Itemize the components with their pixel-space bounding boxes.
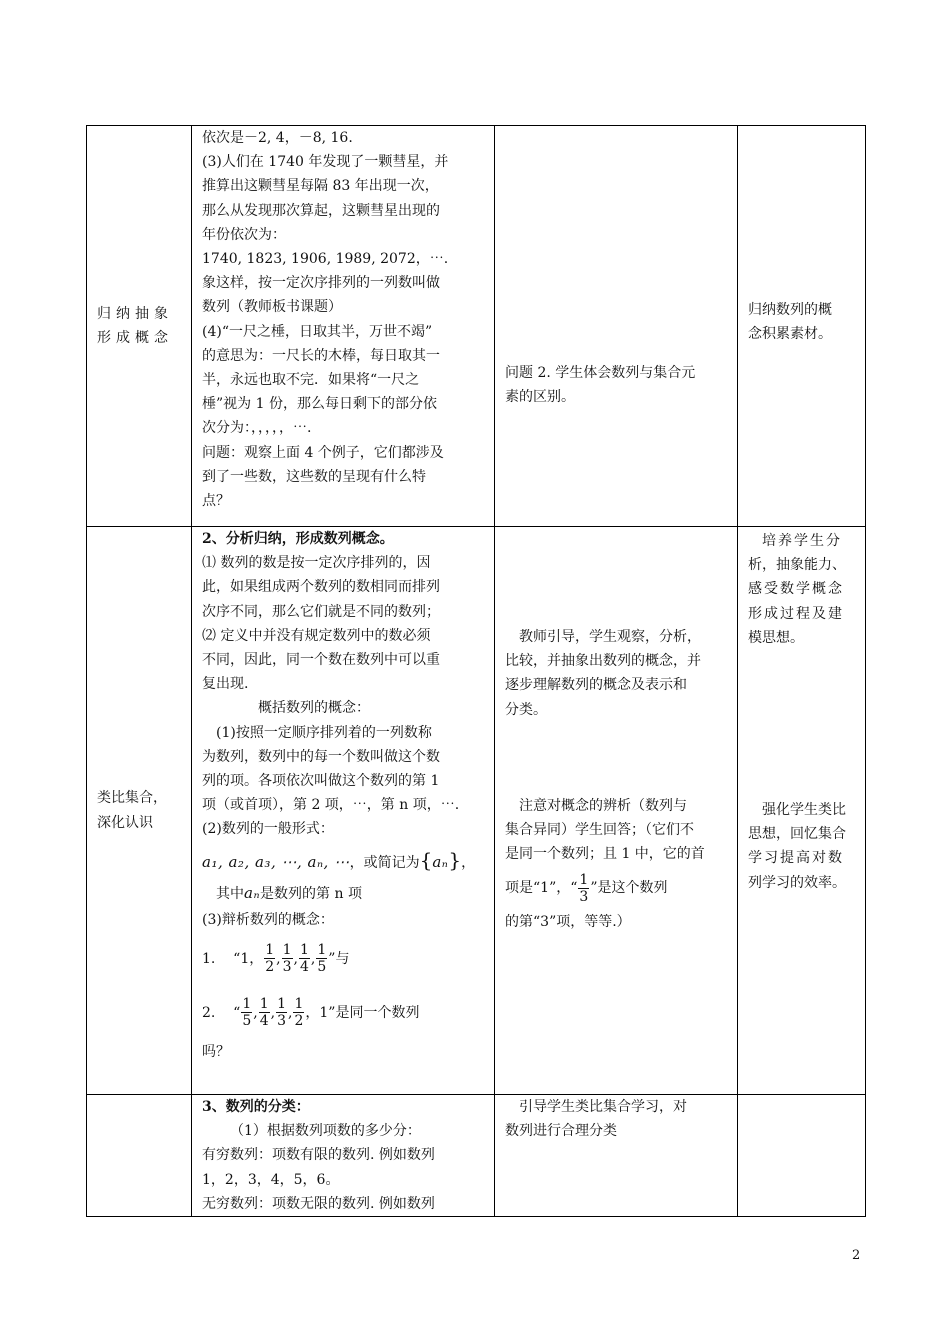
text-fragment: 其中 xyxy=(216,885,244,902)
numerator: 1 xyxy=(294,996,304,1013)
numerator: 1 xyxy=(579,871,589,888)
numerator: 1 xyxy=(282,942,292,959)
activity-lines xyxy=(495,527,737,935)
text-line: 年份依次为： xyxy=(202,226,286,243)
stage-cell xyxy=(87,1095,192,1217)
text-line: 1740, 1823, 1906, 1989, 2072，⋯. xyxy=(202,251,449,268)
text-line: 吗？ xyxy=(202,1043,230,1060)
content-cell xyxy=(192,1095,495,1217)
text-line: 列的项。各项依次叫做这个数列的第 1 xyxy=(202,773,440,790)
text-line: 逐步理解数列的概念及表示和 xyxy=(505,677,687,694)
text-line: 数列进行合理分类 xyxy=(505,1123,617,1140)
table-row xyxy=(87,126,866,527)
fraction xyxy=(299,942,310,975)
text-line: ⑵ 定义中并没有规定数列中的数必须 xyxy=(202,627,431,644)
text-line: (1)按照一定顺序排列着的一列数称 xyxy=(216,724,432,741)
nth-term-line xyxy=(202,878,490,908)
numerator: 1 xyxy=(265,942,275,959)
text-fragment: ，或简记为 xyxy=(349,854,420,871)
stage-label: 归纳抽象形成概念 xyxy=(97,305,173,346)
text-line: 半，永远也取不完．如果将“一尺之 xyxy=(202,372,420,389)
denominator: 2 xyxy=(265,959,275,976)
activity-cell xyxy=(495,126,738,527)
comma: , xyxy=(293,950,298,967)
text-line: 归纳数列的概 xyxy=(748,302,832,318)
math-symbol: aₙ xyxy=(432,852,449,871)
activity-lines xyxy=(495,1095,737,1143)
text-line: (3)辩析数列的概念： xyxy=(202,911,334,928)
numerator: 1 xyxy=(299,942,309,959)
text-line: 到了一些数，这些数的呈现有什么特 xyxy=(202,468,426,485)
text-line: （1）根据数列项数的多少分： xyxy=(230,1123,421,1140)
example-2-line xyxy=(202,986,490,1040)
intent-cell xyxy=(738,1095,866,1217)
activity-lines xyxy=(495,126,737,409)
stage-cell xyxy=(87,126,192,527)
numerator: 1 xyxy=(317,942,327,959)
text-line: 强化学生类比 xyxy=(762,802,846,819)
fraction xyxy=(259,996,270,1029)
brace-left: { xyxy=(419,847,433,872)
stage-label-line: 深化认识 xyxy=(97,814,153,831)
text-line: 的意思为：一尺长的木棒，每日取其一 xyxy=(202,347,440,364)
stage-label-line: 类比集合， xyxy=(97,790,167,807)
text-line: 次分为：，，，，，⋯. xyxy=(202,420,312,437)
text-line: 为数列，数列中的每一个数叫做这个数 xyxy=(202,748,440,765)
fraction-group xyxy=(240,996,305,1030)
lesson-plan-table xyxy=(86,125,866,1217)
comma: , xyxy=(270,1004,276,1021)
text-line: 象这样，按一定次序排列的一列数叫做 xyxy=(202,275,440,292)
example-1-line xyxy=(202,932,490,986)
section-heading: 3、数列的分类： xyxy=(202,1099,310,1115)
text-fragment: ”与 xyxy=(328,950,350,967)
comma: , xyxy=(253,1004,258,1021)
denominator: 3 xyxy=(579,888,589,905)
text-line: 素的区别。 xyxy=(505,389,575,406)
numerator: 1 xyxy=(259,996,269,1013)
denominator: 5 xyxy=(317,959,327,976)
text-line: 不同，因此，同一个数在数列中可以重 xyxy=(202,652,440,669)
denominator: 3 xyxy=(282,959,292,976)
activity-cell xyxy=(495,527,738,1095)
math-formula: a₁, a₂, a₃, ⋯, aₙ, ⋯ xyxy=(202,852,350,871)
text-line: 念积累素材。 xyxy=(748,326,832,343)
text-line: 那么从发现那次算起，这颗彗星出现的 xyxy=(202,202,440,219)
table-row xyxy=(87,527,866,1095)
text-line: 分类。 xyxy=(505,701,547,718)
text-line: 1，2，3，4，5，6。 xyxy=(202,1171,340,1188)
text-line: 此，如果组成两个数列的数相同而排列 xyxy=(202,579,440,596)
stage-cell xyxy=(87,527,192,1095)
general-form-line xyxy=(202,842,490,878)
content-lines xyxy=(192,126,494,513)
text-line: 依次是－2, 4，－8, 16. xyxy=(202,130,353,146)
text-line: 是同一个数列；且 1 中，它的首 xyxy=(505,846,705,863)
text-fragment: ”是这个数列 xyxy=(590,880,668,897)
text-line: 无穷数列：项数无限的数列. 例如数列 xyxy=(202,1195,435,1212)
intent-cell xyxy=(738,527,866,1095)
text-line: 复出现. xyxy=(202,676,249,693)
denominator: 3 xyxy=(277,1013,286,1030)
intent-cell xyxy=(738,126,866,527)
text-line: 培养学生分 xyxy=(762,533,842,549)
fraction xyxy=(276,996,287,1029)
text-line: 点？ xyxy=(202,493,230,510)
text-line: 列学习的效率。 xyxy=(748,874,846,891)
text-line: 教师引导，学生观察，分析， xyxy=(519,629,701,645)
spacer xyxy=(748,650,861,798)
text-line: 比较，并抽象出数列的概念，并 xyxy=(505,653,701,670)
text-line: 引导学生类比集合学习，对 xyxy=(519,1099,687,1115)
intent-lines xyxy=(738,126,865,346)
fraction-group xyxy=(263,942,328,976)
activity-cell xyxy=(495,1095,738,1217)
text-line: 数列（教师板书课题） xyxy=(202,299,342,316)
denominator: 4 xyxy=(299,959,309,976)
stage-label xyxy=(87,786,191,834)
denominator: 5 xyxy=(242,1013,252,1030)
text-fragment: 2. “ xyxy=(202,1004,241,1021)
text-fragment: ， xyxy=(461,854,476,871)
text-line: 学习提高对数 xyxy=(748,850,844,867)
text-line: 感受数学概念 xyxy=(748,581,844,598)
brace-right: } xyxy=(448,847,462,872)
comma: , xyxy=(276,950,281,967)
text-fragment: 是数列的第 n 项 xyxy=(260,885,362,902)
frac-line xyxy=(505,866,733,910)
fraction xyxy=(241,996,252,1029)
text-line: 项（或首项），第 2 项，⋯，第 n 项，⋯. xyxy=(202,797,460,814)
text-line: 有穷数列：项数有限的数列. 例如数列 xyxy=(202,1147,435,1164)
page-number: 2 xyxy=(852,1248,861,1263)
text-line: 次序不同，那么它们就是不同的数列； xyxy=(202,603,440,620)
subheading: 概括数列的概念： xyxy=(258,700,370,717)
fraction xyxy=(264,942,275,975)
text-line: 问题：观察上面 4 个例子，它们都涉及 xyxy=(202,444,444,461)
comma: , xyxy=(288,1004,293,1021)
text-line: 棰”视为 1 份，那么每日剩下的部分依 xyxy=(202,396,437,413)
text-fragment: 1. “1， xyxy=(202,950,264,967)
text-line: (2)数列的一般形式： xyxy=(202,821,334,838)
denominator: 4 xyxy=(259,1013,269,1030)
table-row xyxy=(87,1095,866,1217)
content-cell xyxy=(192,126,495,527)
text-line: 思想，回忆集合 xyxy=(748,826,846,843)
numerator: 1 xyxy=(277,996,286,1013)
text-fragment: 项是“1”，“ xyxy=(505,880,578,897)
numerator: 1 xyxy=(242,996,252,1013)
spacer xyxy=(505,722,733,794)
section-heading: 2、分析归纳，形成数列概念。 xyxy=(202,531,394,547)
text-line: 析，抽象能力、 xyxy=(748,557,846,574)
text-line: (4)“一尺之棰，日取其半，万世不竭” xyxy=(202,323,433,340)
fraction xyxy=(293,996,304,1029)
intent-lines xyxy=(738,527,865,895)
denominator: 2 xyxy=(294,1013,304,1030)
text-line: 集合异同）学生回答；（它们不 xyxy=(505,822,694,839)
text-line: 注意对概念的辨析（数列与 xyxy=(519,797,687,814)
content-cell xyxy=(192,527,495,1095)
comma: , xyxy=(310,950,316,967)
text-fragment: ，1”是同一个数列 xyxy=(305,1004,420,1021)
content-lines xyxy=(192,527,494,1064)
text-line: 形成过程及建 xyxy=(748,605,844,622)
text-line: 的第“3”项，等等.） xyxy=(505,914,631,931)
text-line: 问题 2. 学生体会数列与集合元 xyxy=(505,365,696,381)
text-line: (3)人们在 1740 年发现了一颗彗星，并 xyxy=(202,154,449,171)
fraction xyxy=(578,872,589,905)
math-symbol: aₙ xyxy=(244,883,261,902)
text-line: ⑴ 数列的数是按一定次序排列的，因 xyxy=(202,555,431,572)
fraction xyxy=(316,942,327,975)
content-lines xyxy=(192,1095,494,1216)
fraction xyxy=(282,942,293,975)
text-line: 推算出这颗彗星每隔 83 年出现一次， xyxy=(202,178,439,195)
text-line: 模思想。 xyxy=(748,629,804,646)
